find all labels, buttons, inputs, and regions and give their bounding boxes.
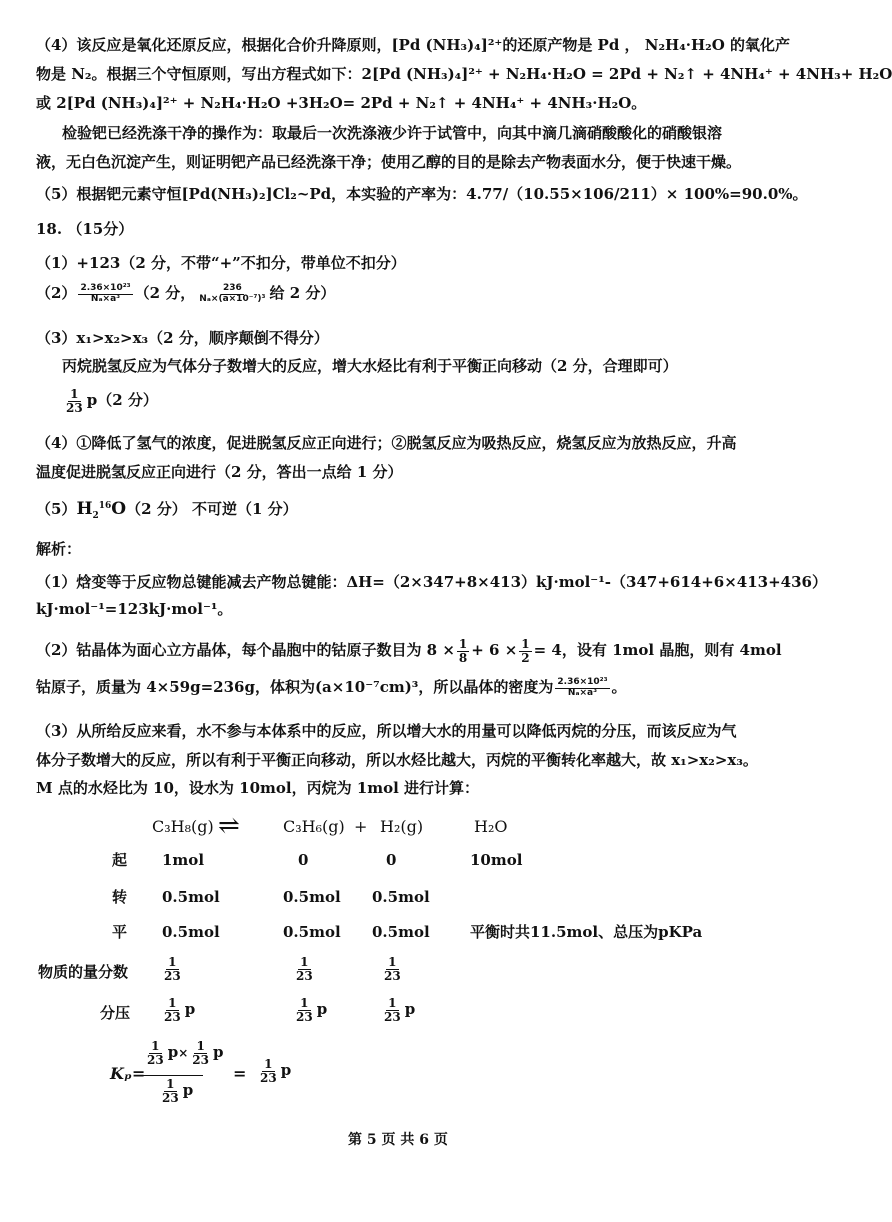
q18-a5-sub: 2 xyxy=(92,511,99,521)
q18-a5-h: H xyxy=(76,499,93,519)
table-row-equilibrium-c1: 0.5mol xyxy=(162,923,220,941)
mole-fraction-c3h8 xyxy=(160,956,185,982)
kp-r-den: 23 xyxy=(260,1070,277,1085)
analysis-1-line1: （1）焓变等于反应物总键能减去产物总键能：ΔH=（2×347+8×413）kJ·mol⁻¹-（347+614+6×413+436） xyxy=(36,573,827,591)
analysis-1-line2: kJ·mol⁻¹=123kJ·mol⁻¹。 xyxy=(36,600,233,618)
pp1-tail: p xyxy=(184,1000,196,1019)
pp1-den: 23 xyxy=(164,1009,181,1024)
table-eq-c3h8: C₃H₈(g) xyxy=(152,817,214,836)
partial-pressure-h2 xyxy=(380,997,415,1023)
q18-a2-fraction-2 xyxy=(197,284,267,304)
q18-answer-3-line2: 丙烷脱氢反应为气体分子数增大的反应，增大水烃比有利于平衡正向移动（2 分，合理即可） xyxy=(62,357,678,375)
pp2-tail: p xyxy=(316,1000,328,1019)
partial-pressure-c3h6 xyxy=(292,997,327,1023)
pp3-den: 23 xyxy=(384,1009,401,1024)
kp-fraction-bar xyxy=(139,1075,203,1076)
q18-a2-suffix: 给 2 分） xyxy=(269,284,336,302)
kp-num-frac-2 xyxy=(190,1040,211,1066)
q18-a2-f2-den: Nₐ×(a×10⁻⁷)³ xyxy=(199,293,266,304)
analysis-2-l2-den: Nₐ×a³ xyxy=(567,687,598,698)
kp-r-p: p xyxy=(280,1061,292,1080)
analysis-3-line3: M 点的水烃比为 10，设水为 10mol，丙烷为 1mol 进行计算： xyxy=(36,779,480,797)
q18-answer-4-line2: 温度促进脱氢反应正向进行（2 分，答出一点给 1 分） xyxy=(36,463,403,481)
analysis-2-prefix: （2）钴晶体为面心立方晶体，每个晶胞中的钴原子数目为 8 × xyxy=(36,641,455,660)
analysis-2-mid: + 6 × xyxy=(471,641,518,660)
kp-n1-num: 1 xyxy=(151,1039,160,1053)
q18-a2-f1-num: 2.36×10²³ xyxy=(80,283,131,294)
kp-d-p: p xyxy=(182,1081,194,1100)
kp-n2-den: 23 xyxy=(192,1052,209,1067)
q18-a5-o: O xyxy=(111,499,127,519)
partial-pressure-c3h8 xyxy=(160,997,195,1023)
mf1-num: 1 xyxy=(168,955,177,969)
mf2-num: 1 xyxy=(300,955,309,969)
q18-a3-kp-tail: p（2 分） xyxy=(86,391,158,410)
q18-a2-fraction-1 xyxy=(78,284,132,304)
table-row-start-c2: 0 xyxy=(298,851,309,869)
table-partial-pressure-label: 分压 xyxy=(100,1004,131,1022)
kp-n2-p: p xyxy=(212,1043,224,1062)
q18-answer-3-kp xyxy=(62,388,158,414)
kp-result-frac xyxy=(258,1058,279,1084)
table-row-start-c3: 0 xyxy=(386,851,397,869)
analysis-2-line2 xyxy=(36,678,627,698)
table-row-start-c4: 10mol xyxy=(470,851,523,869)
q18-a2-f2-num: 236 xyxy=(222,283,242,294)
q18-a5-tail: （2 分） 不可逆（1 分） xyxy=(126,500,298,518)
analysis-3-line2: 体分子数增大的反应，所以有利于平衡正向移动，所以水烃比越大，丙烷的平衡转化率越大，故 x₁>x₂>x₃。 xyxy=(36,751,758,769)
pp1-num: 1 xyxy=(168,996,177,1010)
kp-numerator xyxy=(143,1040,223,1066)
analysis-3-line1: （3）从所给反应来看，水不参与本体系中的反应，所以增大水的用量可以降低丙烷的分压，而该反应为气 xyxy=(36,722,737,740)
table-row-equilibrium-c2: 0.5mol xyxy=(283,923,341,941)
table-row-equilibrium-note: 平衡时共11.5mol、总压为pKPa xyxy=(470,923,703,941)
q17-part4-line2: 物是 N₂。根据三个守恒原则，写出方程式如下：2[Pd (NH₃)₄]²⁺ + N₂H₄·H₂O = 2Pd + N₂↑ + 4NH₄⁺ + 4NH₃+ H₂O xyxy=(36,65,892,83)
table-row-equilibrium-label: 平 xyxy=(112,923,128,941)
kp-label: Kₚ= xyxy=(110,1064,146,1083)
kp-den-frac xyxy=(160,1078,181,1104)
analysis-2-fraction-2 xyxy=(519,638,531,664)
mf3-num: 1 xyxy=(388,955,397,969)
table-eq-h2: H₂(g) xyxy=(380,817,424,836)
mole-fraction-c3h6 xyxy=(292,956,317,982)
q17-part4-line1: （4）该反应是氧化还原反应，根据化合价升降原则，[Pd (NH₃)₄]²⁺的还原产物是 Pd ， N₂H₄·H₂O 的氧化产 xyxy=(36,36,791,54)
table-row-change-c2: 0.5mol xyxy=(283,888,341,906)
kp-num-frac-1 xyxy=(145,1040,166,1066)
q17-part4-line5: 液，无白色沉淀产生，则证明钯产品已经洗涤干净；使用乙醇的目的是除去产物表面水分，便于快速干燥。 xyxy=(36,153,742,171)
kp-d-num: 1 xyxy=(166,1077,175,1091)
table-row-change-label: 转 xyxy=(112,888,128,906)
table-eq-plus: + xyxy=(354,817,368,836)
kp-denominator xyxy=(158,1078,193,1104)
kp-times: × xyxy=(178,1046,189,1061)
kp-result xyxy=(256,1058,291,1084)
table-eq-c3h6: C₃H₆(g) xyxy=(283,817,345,836)
kp-n1-den: 23 xyxy=(147,1052,164,1067)
q18-a2-f1-den: Nₐ×a³ xyxy=(90,293,121,304)
analysis-2-l2-num: 2.36×10²³ xyxy=(557,677,608,688)
analysis-2-fraction-1 xyxy=(457,638,469,664)
table-mole-fraction-label: 物质的量分数 xyxy=(38,963,129,981)
analysis-heading: 解析： xyxy=(36,540,82,558)
pp2-den: 23 xyxy=(296,1009,313,1024)
kp-n1-p: p xyxy=(167,1043,179,1062)
table-row-equilibrium-c3: 0.5mol xyxy=(372,923,430,941)
analysis-2-f1-num: 1 xyxy=(458,637,468,651)
analysis-2-density-fraction xyxy=(555,678,609,698)
q18-a2-mid: （2 分， xyxy=(134,284,196,302)
page-footer: 第 5 页 共 6 页 xyxy=(348,1132,448,1148)
q18-a3-kp-num: 1 xyxy=(70,387,79,401)
mf3-den: 23 xyxy=(384,968,401,983)
mf2-den: 23 xyxy=(296,968,313,983)
kp-n2-num: 1 xyxy=(196,1039,205,1053)
table-row-change-c1: 0.5mol xyxy=(162,888,220,906)
analysis-2-f2-den: 2 xyxy=(521,650,530,665)
table-row-start-c1: 1mol xyxy=(162,851,205,869)
analysis-2-line1 xyxy=(36,638,782,664)
q18-answer-2 xyxy=(36,284,335,304)
q18-a3-kp-fraction xyxy=(64,388,85,414)
q18-answer-3: （3）x₁>x₂>x₃（2 分，顺序颠倒不得分） xyxy=(36,329,329,347)
q17-part4-line3: 或 2[Pd (NH₃)₄]²⁺ + N₂H₄·H₂O +3H₂O= 2Pd + N₂↑ + 4NH₄⁺ + 4NH₃·H₂O。 xyxy=(36,94,647,112)
kp-d-den: 23 xyxy=(162,1090,179,1105)
kp-equals: = xyxy=(233,1064,247,1083)
analysis-2-f1-den: 8 xyxy=(458,650,468,665)
q18-answer-1: （1）+123（2 分，不带“+”不扣分，带单位不扣分） xyxy=(36,254,406,272)
analysis-2-l2-end: 。 xyxy=(611,678,627,696)
pp3-num: 1 xyxy=(388,996,397,1010)
q18-a5-sup: 16 xyxy=(98,501,112,511)
q18-a5-prefix: （5） xyxy=(36,500,77,518)
table-eq-h2o: H₂O xyxy=(474,817,508,836)
q18-a2-prefix: （2） xyxy=(36,284,77,302)
q18-a3-kp-den: 23 xyxy=(66,400,83,415)
q18-answer-4-line1: （4）①降低了氢气的浓度，促进脱氢反应正向进行；②脱氢反应为吸热反应，烧氢反应为放热反应，升高 xyxy=(36,434,737,452)
pp3-tail: p xyxy=(404,1000,416,1019)
q17-part5: （5）根据钯元素守恒[Pd(NH₃)₂]Cl₂~Pd，本实验的产率为：4.77/（10.55×106/211）× 100%=90.0%。 xyxy=(36,185,808,203)
kp-r-num: 1 xyxy=(264,1057,273,1071)
q18-answer-5 xyxy=(36,499,298,522)
q18-heading: 18. （15分） xyxy=(36,220,134,238)
table-row-change-c3: 0.5mol xyxy=(372,888,430,906)
table-eq-arrow: ⇌ xyxy=(218,811,240,841)
table-row-start-label: 起 xyxy=(112,851,128,869)
mf1-den: 23 xyxy=(164,968,181,983)
mole-fraction-h2 xyxy=(380,956,405,982)
analysis-2-suffix: = 4，设有 1mol 晶胞，则有 4mol xyxy=(533,641,782,660)
pp2-num: 1 xyxy=(300,996,309,1010)
analysis-2-l2-prefix: 钴原子，质量为 4×59g=236g，体积为(a×10⁻⁷cm)³，所以晶体的密度为 xyxy=(36,678,554,696)
analysis-2-f2-num: 1 xyxy=(521,637,530,651)
q17-part4-line4: 检验钯已经洗涤干净的操作为：取最后一次洗涤液少许于试管中，向其中滴几滴硝酸酸化的硝酸银溶 xyxy=(62,124,723,142)
